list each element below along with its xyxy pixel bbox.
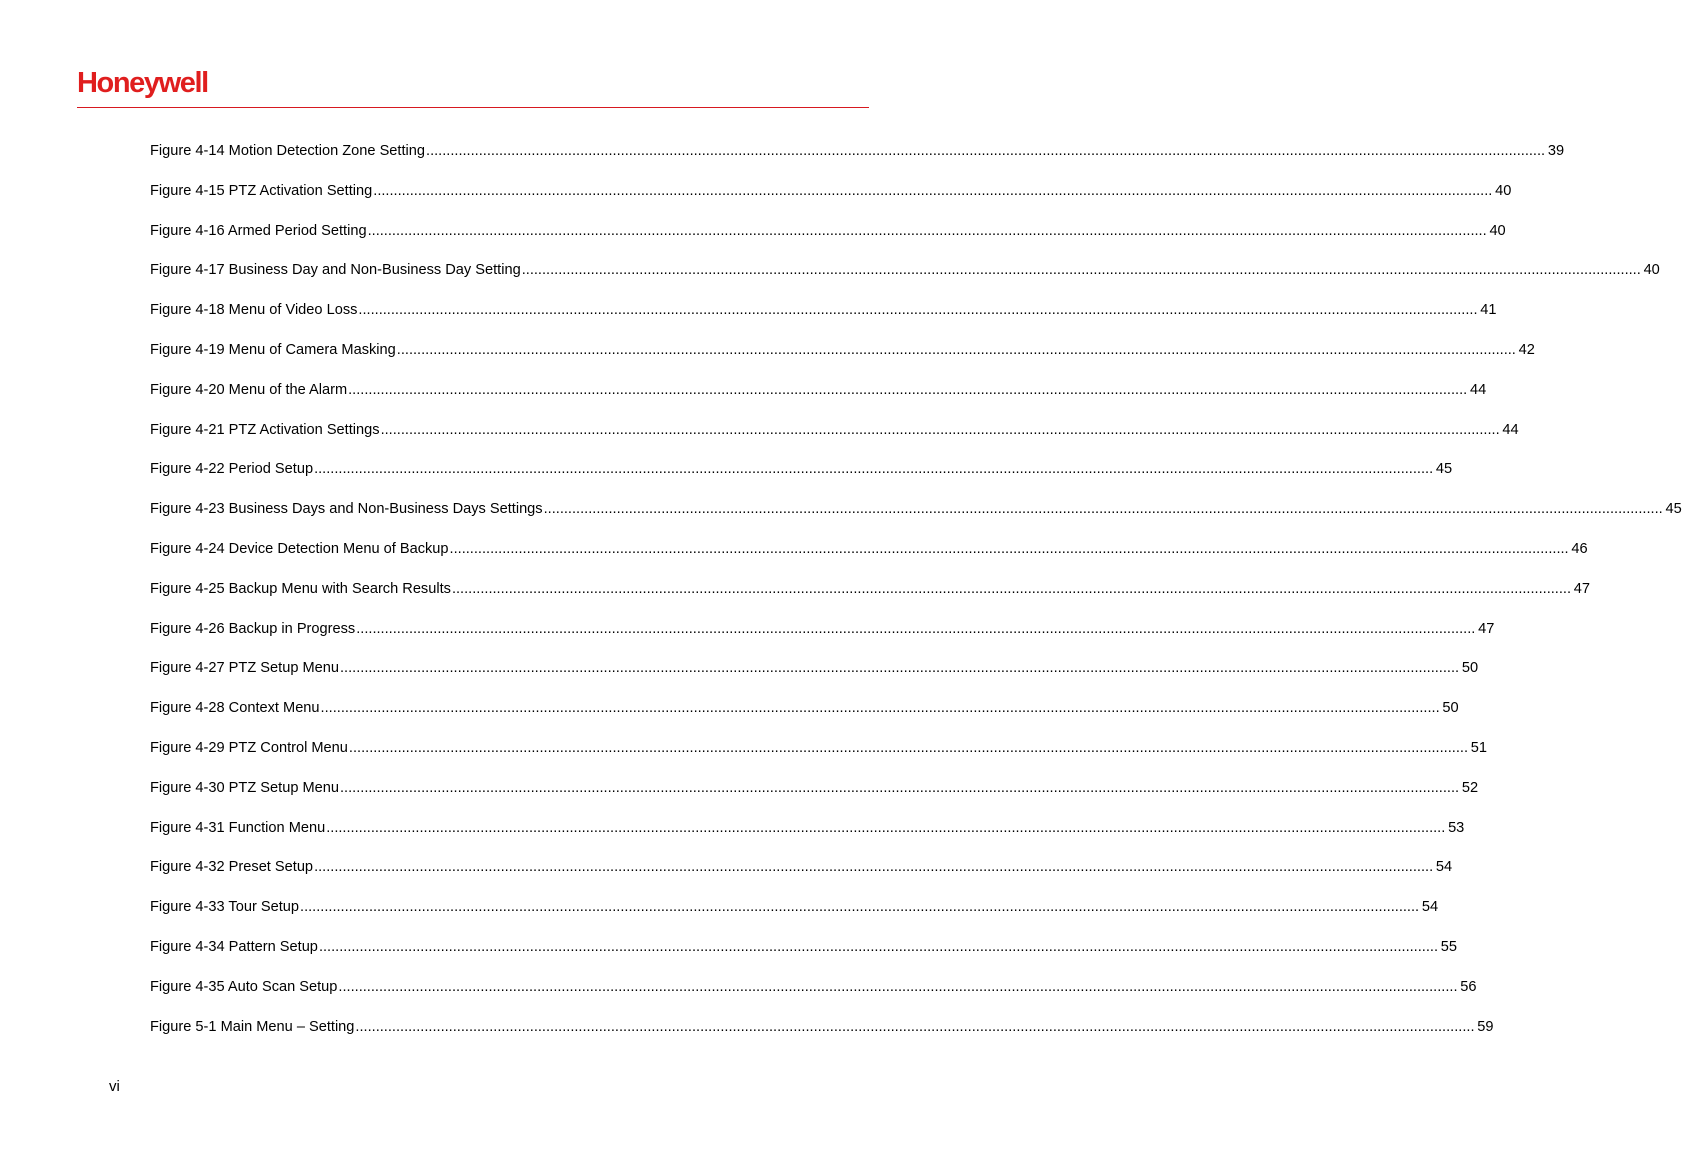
toc-leader: .................................................................................................................................................................................................................................................................................... — [326, 819, 1446, 836]
toc-leader: .................................................................................................................................................................................................................................................................................... — [340, 660, 1460, 677]
toc-entry-title: Figure 4-25 Backup Menu with Search Results — [150, 580, 451, 597]
toc-entry[interactable] — [150, 778, 1479, 818]
toc-entry[interactable] — [150, 539, 1588, 579]
toc-entry-page: 47 — [1573, 580, 1591, 597]
toc-entry[interactable] — [150, 300, 1497, 340]
toc-entry-title: Figure 4-22 Period Setup — [150, 461, 314, 478]
toc-leader: .................................................................................................................................................................................................................................................................................... — [318, 938, 1439, 955]
toc-entry-page: 45 — [1435, 461, 1453, 478]
toc-leader: .................................................................................................................................................................................................................................................................................... — [356, 620, 1476, 637]
toc-leader: .................................................................................................................................................................................................................................................................................... — [338, 978, 1458, 995]
toc-entry-title: Figure 4-26 Backup in Progress — [150, 620, 356, 637]
toc-leader: .................................................................................................................................................................................................................................................................................... — [320, 700, 1440, 717]
toc-entry-page: 45 — [1665, 501, 1682, 518]
toc-entry-title: Figure 4-16 Armed Period Setting — [150, 222, 367, 239]
toc-entry-page: 54 — [1435, 859, 1453, 876]
toc-entry[interactable] — [150, 181, 1512, 221]
toc-leader: .................................................................................................................................................................................................................................................................................... — [451, 580, 1572, 597]
toc-entry-page: 40 — [1643, 262, 1660, 279]
toc-leader: .................................................................................................................................................................................................................................................................................... — [314, 461, 1434, 478]
toc-entry-page: 47 — [1478, 620, 1495, 637]
toc-entry[interactable] — [150, 897, 1439, 937]
toc-entry[interactable] — [150, 937, 1458, 977]
toc-entry-title: Figure 4-21 PTZ Activation Settings — [150, 421, 380, 438]
toc-entry-page: 40 — [1489, 222, 1506, 239]
header-rule — [77, 107, 869, 108]
toc-entry-title: Figure 4-17 Business Day and Non-Business Day Setting — [150, 262, 521, 279]
toc-entry[interactable] — [150, 619, 1495, 659]
toc-leader: .................................................................................................................................................................................................................................................................................... — [426, 143, 1546, 159]
toc-entry-title: Figure 4-28 Context Menu — [150, 700, 320, 717]
toc-entry-page: 55 — [1440, 938, 1458, 955]
toc-entry-title: Figure 4-30 PTZ Setup Menu — [150, 779, 339, 796]
toc-entry-title: Figure 4-15 PTZ Activation Setting — [150, 182, 373, 199]
toc-entry-title: Figure 4-29 PTZ Control Menu — [150, 739, 348, 756]
toc-entry[interactable] — [150, 459, 1453, 499]
toc-entry-page: 51 — [1470, 739, 1487, 756]
toc-entry-page: 50 — [1461, 660, 1479, 677]
toc-entry-page: 40 — [1495, 182, 1512, 199]
toc-entry[interactable] — [150, 380, 1487, 420]
page-number: vi — [109, 1078, 120, 1095]
toc-entry-page: 42 — [1518, 341, 1535, 358]
toc-leader: .................................................................................................................................................................................................................................................................................... — [348, 739, 1468, 756]
toc-entry-title: Figure 4-14 Motion Detection Zone Setting — [150, 143, 426, 159]
toc-leader: .................................................................................................................................................................................................................................................................................... — [396, 341, 1516, 358]
toc-entry-page: 53 — [1448, 819, 1465, 836]
toc-entry[interactable] — [150, 818, 1465, 858]
toc-entry[interactable] — [150, 499, 1682, 539]
toc-entry-title: Figure 4-31 Function Menu — [150, 819, 326, 836]
toc-entry[interactable] — [150, 1017, 1494, 1057]
toc-entry-page: 56 — [1460, 978, 1477, 995]
toc-entry-title: Figure 4-33 Tour Setup — [150, 899, 300, 916]
toc-leader: .................................................................................................................................................................................................................................................................................... — [340, 779, 1460, 796]
toc-leader: .................................................................................................................................................................................................................................................................................... — [367, 222, 1487, 239]
toc-entry-page: 50 — [1442, 700, 1459, 717]
toc-entry-title: Figure 4-23 Business Days and Non-Business Days Settings — [150, 501, 543, 518]
toc-entry[interactable] — [150, 141, 1565, 181]
toc-entry-page: 44 — [1502, 421, 1519, 438]
toc-leader: .................................................................................................................................................................................................................................................................................... — [380, 421, 1500, 438]
toc-entry[interactable] — [150, 698, 1459, 738]
toc-entry-title: Figure 4-19 Menu of Camera Masking — [150, 341, 396, 358]
toc-entry[interactable] — [150, 658, 1479, 698]
toc-entry-page: 52 — [1461, 779, 1479, 796]
toc-leader: .................................................................................................................................................................................................................................................................................... — [543, 501, 1663, 518]
toc-entry-title: Figure 4-32 Preset Setup — [150, 859, 314, 876]
toc-entry-page: 54 — [1421, 899, 1439, 916]
toc-leader: .................................................................................................................................................................................................................................................................................... — [348, 381, 1468, 398]
toc-entry-title: Figure 4-24 Device Detection Menu of Backup — [150, 540, 449, 557]
toc-entry-page: 39 — [1547, 143, 1565, 159]
toc-entry-page: 46 — [1571, 540, 1588, 557]
toc-entry-title: Figure 4-34 Pattern Setup — [150, 938, 318, 955]
toc-leader: .................................................................................................................................................................................................................................................................................... — [358, 302, 1478, 319]
toc-entry[interactable] — [150, 977, 1477, 1017]
toc-entry-title: Figure 4-35 Auto Scan Setup — [150, 978, 338, 995]
toc-leader: .................................................................................................................................................................................................................................................................................... — [373, 182, 1493, 199]
toc-entry[interactable] — [150, 738, 1487, 778]
toc-entry-title: Figure 5-1 Main Menu – Setting — [150, 1018, 355, 1035]
toc-entry-title: Figure 4-18 Menu of Video Loss — [150, 302, 358, 319]
toc-leader: .................................................................................................................................................................................................................................................................................... — [355, 1018, 1475, 1035]
toc-entry[interactable] — [150, 579, 1591, 619]
list-of-figures — [150, 141, 1682, 1056]
toc-leader: .................................................................................................................................................................................................................................................................................... — [314, 859, 1434, 876]
toc-entry-title: Figure 4-20 Menu of the Alarm — [150, 381, 348, 398]
toc-leader: .................................................................................................................................................................................................................................................................................... — [521, 262, 1641, 279]
toc-entry[interactable] — [150, 221, 1506, 261]
toc-entry[interactable] — [150, 857, 1453, 897]
toc-leader: .................................................................................................................................................................................................................................................................................... — [300, 899, 1420, 916]
toc-entry-page: 44 — [1469, 381, 1487, 398]
toc-leader: .................................................................................................................................................................................................................................................................................... — [449, 540, 1569, 557]
toc-entry-title: Figure 4-27 PTZ Setup Menu — [150, 660, 339, 677]
honeywell-logo: Honeywell — [77, 67, 208, 99]
toc-entry[interactable] — [150, 260, 1660, 300]
toc-entry[interactable] — [150, 340, 1535, 380]
toc-entry-page: 59 — [1477, 1018, 1494, 1035]
toc-entry-page: 41 — [1480, 302, 1497, 319]
toc-entry[interactable] — [150, 420, 1519, 460]
